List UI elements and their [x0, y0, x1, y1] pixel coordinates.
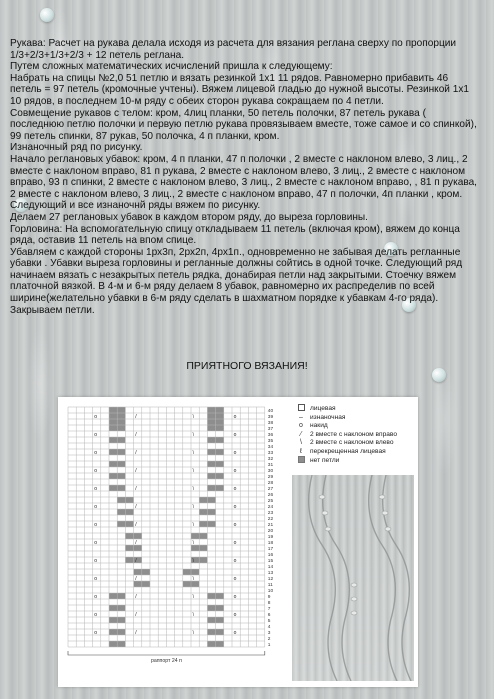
row-number: 34 — [267, 445, 274, 450]
no-stitch-cell — [109, 449, 117, 455]
row-number: 4 — [267, 625, 271, 630]
stitch-symbol: o — [233, 629, 237, 636]
no-stitch-cell — [117, 407, 125, 413]
legend-label: перекрещенная лицевая — [310, 447, 386, 455]
row-number: 16 — [267, 553, 274, 558]
stitch-symbol: o — [94, 557, 97, 564]
no-stitch-cell — [191, 533, 199, 539]
row-number: 24 — [267, 505, 274, 510]
no-stitch-cell — [109, 605, 117, 611]
row-number: 20 — [267, 529, 274, 534]
stitch-symbol: o — [94, 575, 97, 582]
no-stitch-cell — [117, 641, 125, 647]
stitch-symbol: o — [233, 431, 237, 438]
row-number: 2 — [267, 637, 271, 642]
stitch-symbol: o — [233, 539, 237, 546]
no-stitch-cell — [109, 461, 117, 467]
no-stitch-cell — [183, 581, 191, 587]
stitch-symbol: o — [233, 485, 237, 492]
no-stitch-cell — [142, 581, 150, 587]
stitch-symbol: \ — [192, 629, 194, 636]
stitch-symbol: / — [135, 539, 137, 546]
no-stitch-cell — [207, 641, 215, 647]
stitch-symbol: \ — [192, 413, 194, 420]
no-stitch-cell — [207, 605, 215, 611]
no-stitch-cell — [199, 497, 207, 503]
legend-label: лицевая — [310, 405, 336, 412]
no-stitch-cell — [216, 617, 224, 623]
no-stitch-cell — [134, 533, 142, 539]
stitch-symbol: / — [135, 557, 137, 564]
no-stitch-cell — [117, 419, 125, 425]
stitch-symbol: o — [233, 521, 237, 528]
stitch-symbol: \ — [192, 503, 194, 510]
no-stitch-cell — [183, 569, 191, 575]
row-number: 31 — [267, 463, 274, 468]
legend-label: 2 вместе с наклоном влево — [310, 439, 394, 447]
stitch-symbol: o — [94, 467, 97, 474]
no-stitch-cell — [207, 521, 215, 527]
instructions-text — [10, 38, 478, 316]
no-stitch-cell — [216, 461, 224, 467]
legend-item — [292, 414, 416, 423]
no-stitch-cell — [207, 473, 215, 479]
row-number: 17 — [267, 547, 274, 552]
no-stitch-cell — [125, 545, 133, 551]
yarn-over-icon: o — [299, 422, 303, 430]
no-stitch-cell — [109, 437, 117, 443]
row-number: 27 — [267, 487, 274, 492]
paragraph: Начало реглановых убавок: кром, 4 п планки, 47 п полочки , 2 вместе с наклоном влево, 3 лиц., 2 вместе с наклоном вправо, 81 п рукава, 2 вместе с наклоном влево, 3 лиц., 2 вместе с наклоном вправо, 93 п спинки, 2 вместе с наклоном влево, 3 лиц., 2 вместе с наклоном вправо, , 81 п рукава, 2 вместе с наклоном влево, 3 лиц., 2 вместе с наклоном вправо, 47 п полочки, 4п планки , кром. — [10, 153, 477, 200]
stitch-symbol: / — [135, 503, 137, 510]
no-stitch-cell — [117, 425, 125, 431]
knitting-chart — [58, 397, 290, 687]
stitch-symbol: o — [94, 485, 97, 492]
paragraph: Изнаночный ряд по рисунку. — [10, 142, 143, 154]
no-stitch-cell — [207, 509, 215, 515]
legend-item — [292, 431, 416, 440]
row-number: 12 — [267, 577, 274, 582]
no-stitch-cell — [109, 473, 117, 479]
no-stitch-cell — [207, 461, 215, 467]
row-number: 36 — [267, 433, 274, 438]
no-stitch-cell — [109, 407, 117, 413]
no-stitch-cell — [134, 569, 142, 575]
closing-wish: ПРИЯТНОГО ВЯЗАНИЯ! — [186, 360, 308, 372]
stitch-symbol: o — [94, 413, 97, 420]
row-number: 11 — [267, 583, 273, 588]
row-number: 33 — [267, 451, 274, 456]
legend-item — [292, 422, 416, 431]
row-number: 9 — [267, 595, 271, 600]
no-stitch-cell — [207, 419, 215, 425]
stitch-symbol: o — [233, 413, 237, 420]
no-stitch-cell — [207, 437, 215, 443]
legend-label: накид — [310, 422, 328, 430]
no-stitch-icon — [292, 456, 310, 467]
no-stitch-cell — [216, 473, 224, 479]
no-stitch-cell — [117, 473, 125, 479]
stitch-symbol: / — [135, 629, 137, 636]
stitch-symbol: / — [135, 575, 137, 582]
no-stitch-cell — [117, 617, 125, 623]
no-stitch-cell — [207, 413, 215, 419]
repeat-bracket — [68, 651, 265, 655]
row-number: 3 — [267, 631, 271, 636]
no-stitch-cell — [109, 485, 117, 491]
no-stitch-cell — [125, 497, 133, 503]
no-stitch-cell — [109, 641, 117, 647]
no-stitch-cell — [216, 605, 224, 611]
row-number: 30 — [267, 469, 274, 474]
paragraph: Делаем 27 реглановых убавок в каждом втором ряду, до выреза горловины. — [10, 211, 368, 223]
no-stitch-cell — [207, 449, 215, 455]
k2tog-left-icon: \ — [300, 439, 302, 447]
no-stitch-cell — [216, 593, 224, 599]
stitch-symbol: / — [135, 467, 137, 474]
no-stitch-cell — [199, 509, 207, 515]
no-stitch-cell — [117, 449, 125, 455]
row-number: 21 — [267, 523, 274, 528]
stitch-symbol: \ — [192, 539, 194, 546]
row-number: 26 — [267, 493, 274, 498]
row-number: 25 — [267, 499, 274, 504]
stitch-symbol: \ — [192, 557, 194, 564]
row-number: 23 — [267, 511, 274, 516]
no-stitch-cell — [125, 533, 133, 539]
stitch-symbol: o — [233, 611, 237, 618]
no-stitch-cell — [199, 545, 207, 551]
no-stitch-cell — [216, 641, 224, 647]
stitch-symbol: \ — [192, 485, 194, 492]
no-stitch-cell — [207, 407, 215, 413]
stitch-symbol: o — [94, 539, 97, 546]
no-stitch-cell — [117, 605, 125, 611]
row-number: 38 — [267, 421, 274, 426]
stitch-symbol: o — [94, 503, 97, 510]
paragraph: Следующий и все изнаночнй ряды вяжем по рисунку. — [10, 200, 261, 212]
row-number: 29 — [267, 475, 274, 480]
stitch-symbol: o — [94, 449, 97, 456]
row-number: 28 — [267, 481, 274, 486]
no-stitch-cell — [216, 629, 224, 635]
no-stitch-cell — [117, 497, 125, 503]
stitch-symbol: / — [135, 449, 137, 456]
stitch-symbol: \ — [192, 593, 194, 600]
paragraph: Горловина: На вспомогательную спицу откладываем 11 петель (включая кром), вяжем до конца ряда, оставив 11 петель на впом спице. — [10, 223, 460, 247]
no-stitch-cell — [117, 413, 125, 419]
stitch-symbol: o — [94, 431, 97, 438]
no-stitch-cell — [216, 413, 224, 419]
legend-item — [292, 457, 416, 466]
no-stitch-cell — [216, 485, 224, 491]
stitch-symbol: o — [94, 629, 97, 636]
no-stitch-cell — [207, 497, 215, 503]
no-stitch-cell — [117, 593, 125, 599]
no-stitch-cell — [109, 629, 117, 635]
no-stitch-cell — [142, 569, 150, 575]
row-number: 10 — [267, 589, 274, 594]
no-stitch-cell — [216, 425, 224, 431]
stitch-symbol: o — [94, 593, 97, 600]
lace-pattern-illustration — [292, 475, 414, 681]
no-stitch-cell — [117, 485, 125, 491]
no-stitch-cell — [199, 557, 207, 563]
stitch-symbol: \ — [192, 575, 194, 582]
legend-item — [292, 439, 416, 448]
row-number: 39 — [267, 415, 274, 420]
row-number: 40 — [267, 409, 274, 414]
no-stitch-cell — [117, 629, 125, 635]
no-stitch-cell — [125, 521, 133, 527]
no-stitch-cell — [216, 407, 224, 413]
no-stitch-cell — [109, 617, 117, 623]
twisted-knit-icon: ℓ — [299, 447, 303, 455]
row-number: 37 — [267, 427, 274, 432]
no-stitch-cell — [109, 413, 117, 419]
no-stitch-cell — [191, 569, 199, 575]
no-stitch-cell — [216, 419, 224, 425]
row-number: 5 — [267, 619, 271, 624]
no-stitch-cell — [109, 593, 117, 599]
no-stitch-cell — [117, 437, 125, 443]
row-number: 13 — [267, 571, 274, 576]
stitch-symbol: o — [233, 503, 237, 510]
stitch-symbol: / — [135, 521, 137, 528]
knitting-chart-panel — [58, 397, 418, 687]
purl-dash-icon: – — [299, 413, 303, 421]
row-number: 7 — [267, 607, 271, 612]
row-number: 35 — [267, 439, 274, 444]
paragraph: Набрать на спицы №2,0 51 петлю и вязать резинкой 1х1 11 рядов. Равномерно прибавить 46 петель = 97 петель (кромочные учтены). Вяжем лицевой гладью до нужной высоты. Резинкой 1х1 10 рядов, в последнем 10-м ряду с обеих сторон рукава сокращаем по 4 петли. — [10, 72, 470, 107]
row-number: 15 — [267, 559, 274, 564]
stitch-symbol: \ — [192, 467, 194, 474]
stitch-symbol: o — [233, 593, 237, 600]
row-number: 8 — [267, 601, 271, 606]
stitch-symbol: / — [135, 611, 137, 618]
row-number: 18 — [267, 541, 274, 546]
no-stitch-cell — [125, 557, 133, 563]
legend-label: 2 вместе с наклоном вправо — [310, 430, 398, 438]
stitch-symbol: o — [233, 557, 237, 564]
paragraph: Путем сложных математических исчислений пришла к следующему: — [10, 61, 333, 73]
stitch-symbol: / — [135, 485, 137, 492]
no-stitch-cell — [216, 449, 224, 455]
no-stitch-cell — [117, 521, 125, 527]
stitch-symbol: o — [233, 467, 237, 474]
chart-legend — [292, 405, 416, 465]
row-number: 32 — [267, 457, 274, 462]
row-number: 1 — [267, 643, 271, 648]
paragraph: Рукава: Расчет на рукава делала исходя из расчета для вязания реглана сверху по пропорции 1/3+2/3+1/3+2/3 + 12 петель реглана. — [10, 38, 457, 61]
no-stitch-cell — [199, 533, 207, 539]
paragraph: Убавляем с каждой стороны 1рх3п, 2рх2п, 4рх1п., одновременно не забывая делать регланные убавки . Убавки выреза горловины и регланные должны сойтись в одной точке. Следующий ряд начинаем вязать с незакрытых петель рядка, донабирая петли над закрытыми. Стоечку вяжем платочной вязкой. В 4-м и 6-м ряду делаем 8 убавок, равномерно их распределив по всей ширине(желательно убавки в 6-м ряду сделать в шахматном порядке к убавкам 4-го ряда). Закрываем петли. — [10, 246, 463, 316]
stitch-symbol: \ — [192, 521, 194, 528]
no-stitch-cell — [207, 593, 215, 599]
knitted-sample-photo — [292, 475, 414, 681]
bead-decoration — [40, 8, 54, 22]
no-stitch-cell — [191, 581, 199, 587]
legend-label: изнаночная — [310, 413, 346, 421]
stitch-symbol: \ — [192, 449, 194, 456]
no-stitch-cell — [207, 629, 215, 635]
stitch-symbol: o — [233, 449, 237, 456]
no-stitch-cell — [117, 461, 125, 467]
row-number: 19 — [267, 535, 274, 540]
no-stitch-cell — [125, 509, 133, 515]
row-number: 6 — [267, 613, 271, 618]
stitch-symbol: \ — [192, 611, 194, 618]
no-stitch-cell — [216, 437, 224, 443]
row-number: 14 — [267, 565, 274, 570]
stitch-symbol: \ — [192, 431, 194, 438]
no-stitch-cell — [207, 485, 215, 491]
no-stitch-cell — [191, 545, 199, 551]
no-stitch-cell — [117, 509, 125, 515]
legend-item — [292, 448, 416, 457]
stitch-symbol: / — [135, 593, 137, 600]
no-stitch-cell — [134, 581, 142, 587]
stitch-symbol: / — [135, 413, 137, 420]
repeat-label: раппорт 24 п — [150, 658, 182, 664]
no-stitch-cell — [199, 521, 207, 527]
paragraph: Совмещение рукавов с телом: кром, 4лиц планки, 50 петель полочки, 87 петель рукава ( последнюю петлю полочки и первую петлю рукава провязываем вместе, тоже самое и со спинкой), 99 петель спинки, 87 рукав, 50 полочка, 4 п планки, кром. — [10, 107, 477, 142]
stitch-symbol: o — [94, 611, 97, 618]
no-stitch-cell — [207, 617, 215, 623]
legend-item — [292, 405, 416, 414]
stitch-symbol: o — [94, 521, 97, 528]
row-number: 22 — [267, 517, 274, 522]
no-stitch-cell — [207, 425, 215, 431]
k2tog-right-icon: ⁄ — [300, 430, 302, 438]
no-stitch-cell — [134, 545, 142, 551]
stitch-symbol: / — [135, 431, 137, 438]
no-stitch-cell — [109, 425, 117, 431]
stitch-symbol: o — [233, 575, 237, 582]
no-stitch-cell — [109, 419, 117, 425]
legend-label: нет петли — [310, 456, 340, 464]
